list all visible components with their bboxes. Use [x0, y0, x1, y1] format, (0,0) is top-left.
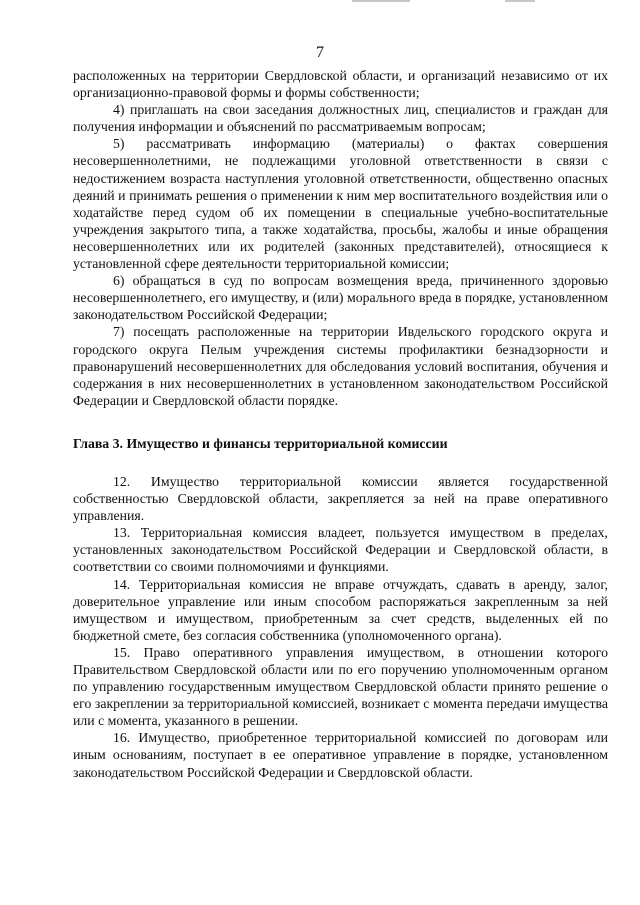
paragraph: 6) обращаться в суд по вопросам возмещения вреда, причиненного здоровью несовершеннолетнего, его имуществу, и (или) морального вреда в порядке, установленном законодательством Российской Федерации; [73, 273, 608, 323]
paragraph: расположенных на территории Свердловской области, и организаций независимо от их организационно-правовой формы и формы собственности; [73, 68, 608, 101]
paragraph: 16. Имущество, приобретенное территориальной комиссией по договорам или иным основаниям, поступает в ее оперативное управление в порядке, установленном законодательством Российской Федерации и Свердловской области. [73, 730, 608, 780]
paragraph: 13. Территориальная комиссия владеет, пользуется имуществом в пределах, установленных законодательством Российской Федерации и Свердловской области, в соответствии со своими полномочиями и функциями. [73, 525, 608, 575]
paragraph: 14. Территориальная комиссия не вправе отчуждать, сдавать в аренду, залог, доверительное управление или иным способом распоряжаться закрепленным за ней имуществом и имуществом, приобретенным за счет средств, выделенных ей по бюджетной смете, без согласия собственника (уполномоченного органа). [73, 576, 608, 643]
scan-artifact [505, 0, 535, 2]
scan-artifact [352, 0, 410, 2]
page-number: 7 [316, 44, 324, 61]
document-body [73, 67, 608, 781]
paragraph: 5) рассматривать информацию (материалы) о фактах совершения несовершеннолетними, не подлежащими уголовной ответственности в связи с недостижением возраста наступления уголовной ответственности, общественно опасных деяний и принимать решения о применении к ним мер воспитательного воздействия или о ходатайстве перед судом об их помещении в специальные учебно-воспитательные учреждения закрытого типа, а также ходатайства, просьбы, жалобы и иные обращения несовершеннолетних или их родителей (законных представителей), относящиеся к установленной сфере деятельности территориальной комиссии; [73, 136, 608, 272]
paragraph: 15. Право оперативного управления имуществом, в отношении которого Правительством Свердловской области или по его поручению уполномоченным органом по управлению государственным имуществом Свердловской области принято решение о его закреплении за территориальной комиссией, возникает с момента передачи имущества или с момента, указанного в решении. [73, 644, 608, 729]
paragraph: 4) приглашать на свои заседания должностных лиц, специалистов и граждан для получения информации и объяснений по рассматриваемым вопросам; [73, 102, 608, 135]
chapter-heading: Глава 3. Имущество и финансы территориальной комиссии [73, 435, 448, 451]
paragraph: 12. Имущество территориальной комиссии является государственной собственностью Свердловской области, закрепляется за ней на праве оперативного управления. [73, 473, 608, 524]
paragraph: 7) посещать расположенные на территории Ивдельского городского округа и городского округа Пелым учреждения системы профилактики безнадзорности и правонарушений несовершеннолетних для обследования условий воспитания, обучения и содержания в них несовершеннолетних в установленном законодательством Российской Федерации и Свердловской области порядке. [73, 324, 608, 408]
